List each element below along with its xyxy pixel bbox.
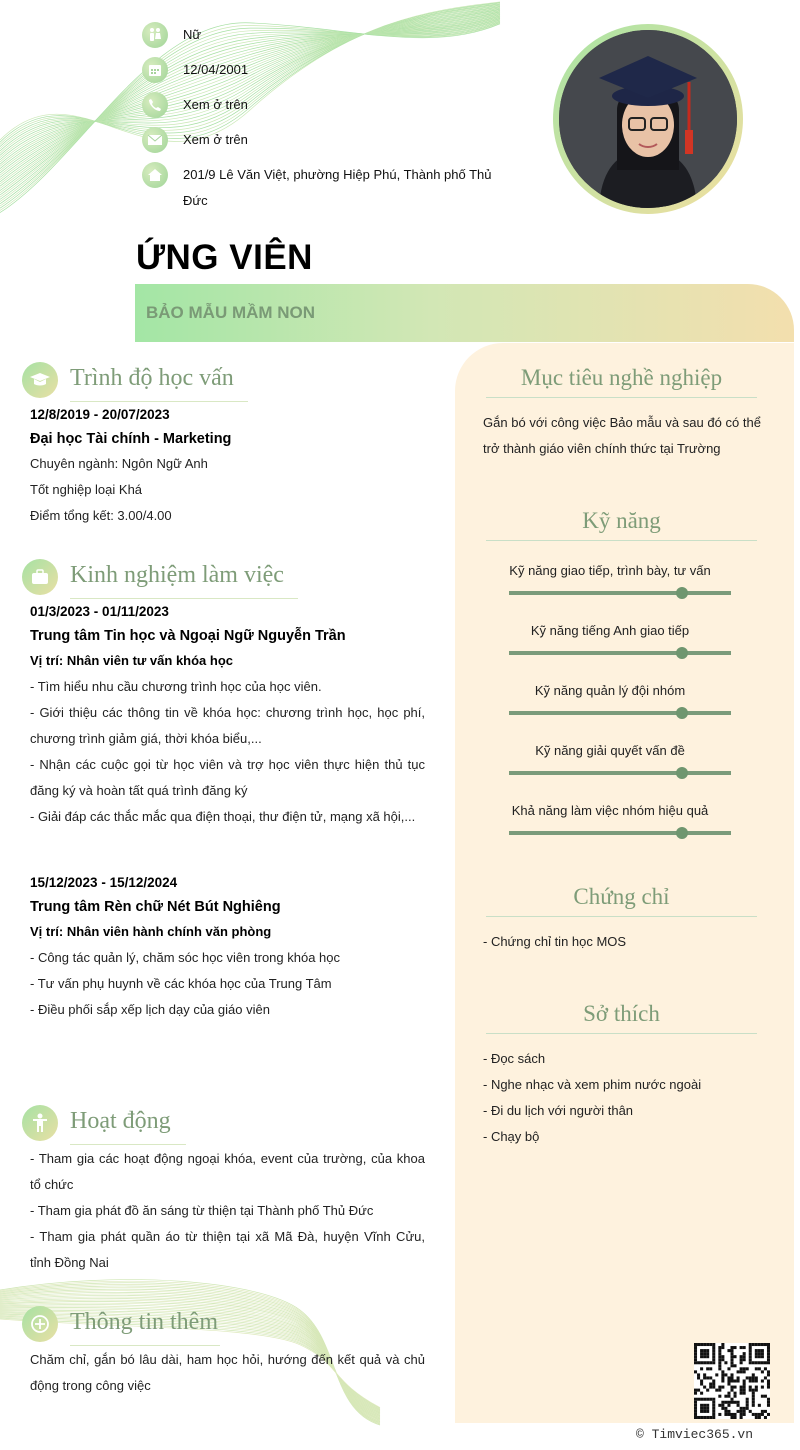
hobby-item: - Đọc sách bbox=[483, 1051, 546, 1066]
hobbies-heading: Sở thích bbox=[486, 1001, 757, 1034]
skill-level-dot bbox=[676, 767, 688, 779]
job-company: Trung tâm Rèn chữ Nét Bút Nghiêng bbox=[30, 899, 281, 915]
home-icon bbox=[142, 162, 168, 188]
job-duty: - Tìm hiểu nhu cầu chương trình học của học viên. bbox=[30, 679, 322, 694]
additional-title: Thông tin thêm bbox=[70, 1309, 218, 1335]
additional-text: Chăm chỉ, gắn bó lâu dài, ham học hỏi, hướng đến kết quả và chủ động trong công việc bbox=[30, 1352, 425, 1393]
experience-job bbox=[30, 600, 425, 830]
activities-title: Hoạt động bbox=[70, 1108, 171, 1134]
job-role: Vị trí: Nhân viên hành chính văn phòng bbox=[30, 924, 272, 939]
graduation-cap-icon bbox=[22, 362, 58, 398]
skill-label: Khả năng làm việc nhóm hiệu quả bbox=[511, 803, 709, 818]
gender-text: Nữ bbox=[183, 27, 202, 42]
certificates-list bbox=[483, 929, 626, 955]
job-duty: - Điều phối sắp xếp lịch dạy của giáo viên bbox=[30, 1002, 270, 1017]
job-date: 15/12/2023 - 15/12/2024 bbox=[30, 875, 178, 890]
plus-icon bbox=[22, 1306, 58, 1342]
job-duty: - Giới thiệu các thông tin về khóa học: chương trình học, học phí, chương trình giảm giá, thời khóa biểu,... bbox=[30, 705, 425, 746]
gender-icon bbox=[142, 22, 168, 48]
email-text: Xem ở trên bbox=[183, 132, 248, 147]
job-duty: - Nhận các cuộc gọi từ học viên và trợ học viên thực hiện thủ tục đăng ký và hoàn tất quá trình đăng ký bbox=[30, 757, 425, 798]
skill-bar bbox=[509, 591, 731, 595]
experience-title: Kinh nghiệm làm việc bbox=[70, 562, 284, 588]
hobby-item: - Nghe nhạc và xem phim nước ngoài bbox=[483, 1077, 702, 1092]
activities-block bbox=[30, 1146, 425, 1276]
education-school: Đại học Tài chính - Marketing bbox=[30, 431, 232, 447]
qr-code bbox=[694, 1343, 770, 1419]
contact-address bbox=[142, 162, 522, 214]
skill-item bbox=[455, 743, 794, 758]
address-text: 201/9 Lê Văn Việt, phường Hiệp Phú, Thành phố Thủ Đức bbox=[183, 167, 492, 208]
hobby-item: - Chạy bộ bbox=[483, 1129, 540, 1144]
additional-block bbox=[30, 1347, 425, 1399]
person-icon bbox=[22, 1105, 58, 1141]
activities-underline bbox=[70, 1144, 186, 1145]
additional-underline bbox=[70, 1345, 220, 1346]
hobby-item: - Đi du lịch với người thân bbox=[483, 1103, 634, 1118]
education-date: 12/8/2019 - 20/07/2023 bbox=[30, 407, 170, 422]
contact-birthday bbox=[142, 57, 522, 83]
skill-item bbox=[455, 683, 794, 698]
objective-text: Gắn bó với công việc Bảo mẫu và sau đó có thể trở thành giáo viên chính thức tại Trường bbox=[483, 415, 761, 456]
skill-label: Kỹ năng giao tiếp, trình bày, tư vấn bbox=[509, 563, 711, 578]
avatar-photo bbox=[559, 30, 737, 208]
phone-text: Xem ở trên bbox=[183, 97, 248, 112]
right-panel bbox=[455, 343, 794, 1423]
birthday-text: 12/04/2001 bbox=[183, 62, 249, 77]
certificates-heading: Chứng chỉ bbox=[486, 884, 757, 917]
hobbies-list bbox=[483, 1046, 701, 1150]
job-company: Trung tâm Tin học và Ngoại Ngữ Nguyễn Trần bbox=[30, 628, 346, 644]
education-underline bbox=[70, 401, 248, 402]
experience-job bbox=[30, 871, 425, 1023]
skill-item bbox=[455, 623, 794, 638]
avatar bbox=[553, 24, 743, 214]
phone-icon bbox=[142, 92, 168, 118]
skill-label: Kỹ năng quản lý đội nhóm bbox=[534, 683, 686, 698]
skill-bar bbox=[509, 711, 731, 715]
skills-heading: Kỹ năng bbox=[486, 508, 757, 541]
job-role: Vị trí: Nhân viên tư vấn khóa học bbox=[30, 653, 234, 668]
education-title: Trình độ học vấn bbox=[70, 365, 234, 391]
calendar-icon bbox=[142, 57, 168, 83]
contact-phone bbox=[142, 92, 522, 118]
skill-level-dot bbox=[676, 587, 688, 599]
copyright-text: © Timviec365.vn bbox=[636, 1427, 754, 1442]
skill-bar bbox=[509, 651, 731, 655]
education-line: Chuyên ngành: Ngôn Ngữ Anh bbox=[30, 456, 208, 471]
contact-email bbox=[142, 127, 522, 153]
job-duty: - Giải đáp các thắc mắc qua điện thoại, thư điện tử, mạng xã hội,... bbox=[30, 809, 416, 824]
candidate-name: ỨNG VIÊN bbox=[136, 238, 313, 277]
skill-bar bbox=[509, 771, 731, 775]
skill-level-dot bbox=[676, 707, 688, 719]
job-date: 01/3/2023 - 01/11/2023 bbox=[30, 604, 169, 619]
job-duty: - Công tác quản lý, chăm sóc học viên trong khóa học bbox=[30, 950, 341, 965]
skill-label: Kỹ năng tiếng Anh giao tiếp bbox=[530, 623, 690, 638]
education-block bbox=[30, 403, 425, 529]
activity-item: - Tham gia các hoạt động ngoại khóa, event của trường, của khoa tổ chức bbox=[30, 1151, 425, 1192]
job-duty: - Tư vấn phụ huynh về các khóa học của Trung Tâm bbox=[30, 976, 332, 991]
experience-underline bbox=[70, 598, 298, 599]
contact-gender bbox=[142, 22, 522, 48]
activity-item: - Tham gia phát đồ ăn sáng từ thiện tại Thành phố Thủ Đức bbox=[30, 1203, 374, 1218]
skill-label: Kỹ năng giải quyết vấn đề bbox=[535, 743, 685, 758]
skill-level-dot bbox=[676, 827, 688, 839]
certificate-item: - Chứng chỉ tin học MOS bbox=[483, 934, 627, 949]
contact-list bbox=[142, 22, 522, 223]
skill-bar bbox=[509, 831, 731, 835]
skill-level-dot bbox=[676, 647, 688, 659]
briefcase-icon bbox=[22, 559, 58, 595]
skill-item bbox=[455, 803, 794, 818]
education-line: Tốt nghiệp loại Khá bbox=[30, 482, 143, 497]
job-title-band bbox=[135, 284, 794, 342]
activity-item: - Tham gia phát quần áo từ thiện tại xã Mã Đà, huyện Vĩnh Cửu, tỉnh Đồng Nai bbox=[30, 1229, 425, 1270]
skill-item bbox=[455, 563, 794, 578]
job-title: BẢO MẪU MẦM NON bbox=[146, 303, 316, 322]
objective-heading: Mục tiêu nghề nghiệp bbox=[486, 365, 757, 398]
education-line: Điểm tổng kết: 3.00/4.00 bbox=[30, 508, 172, 523]
email-icon bbox=[142, 127, 168, 153]
